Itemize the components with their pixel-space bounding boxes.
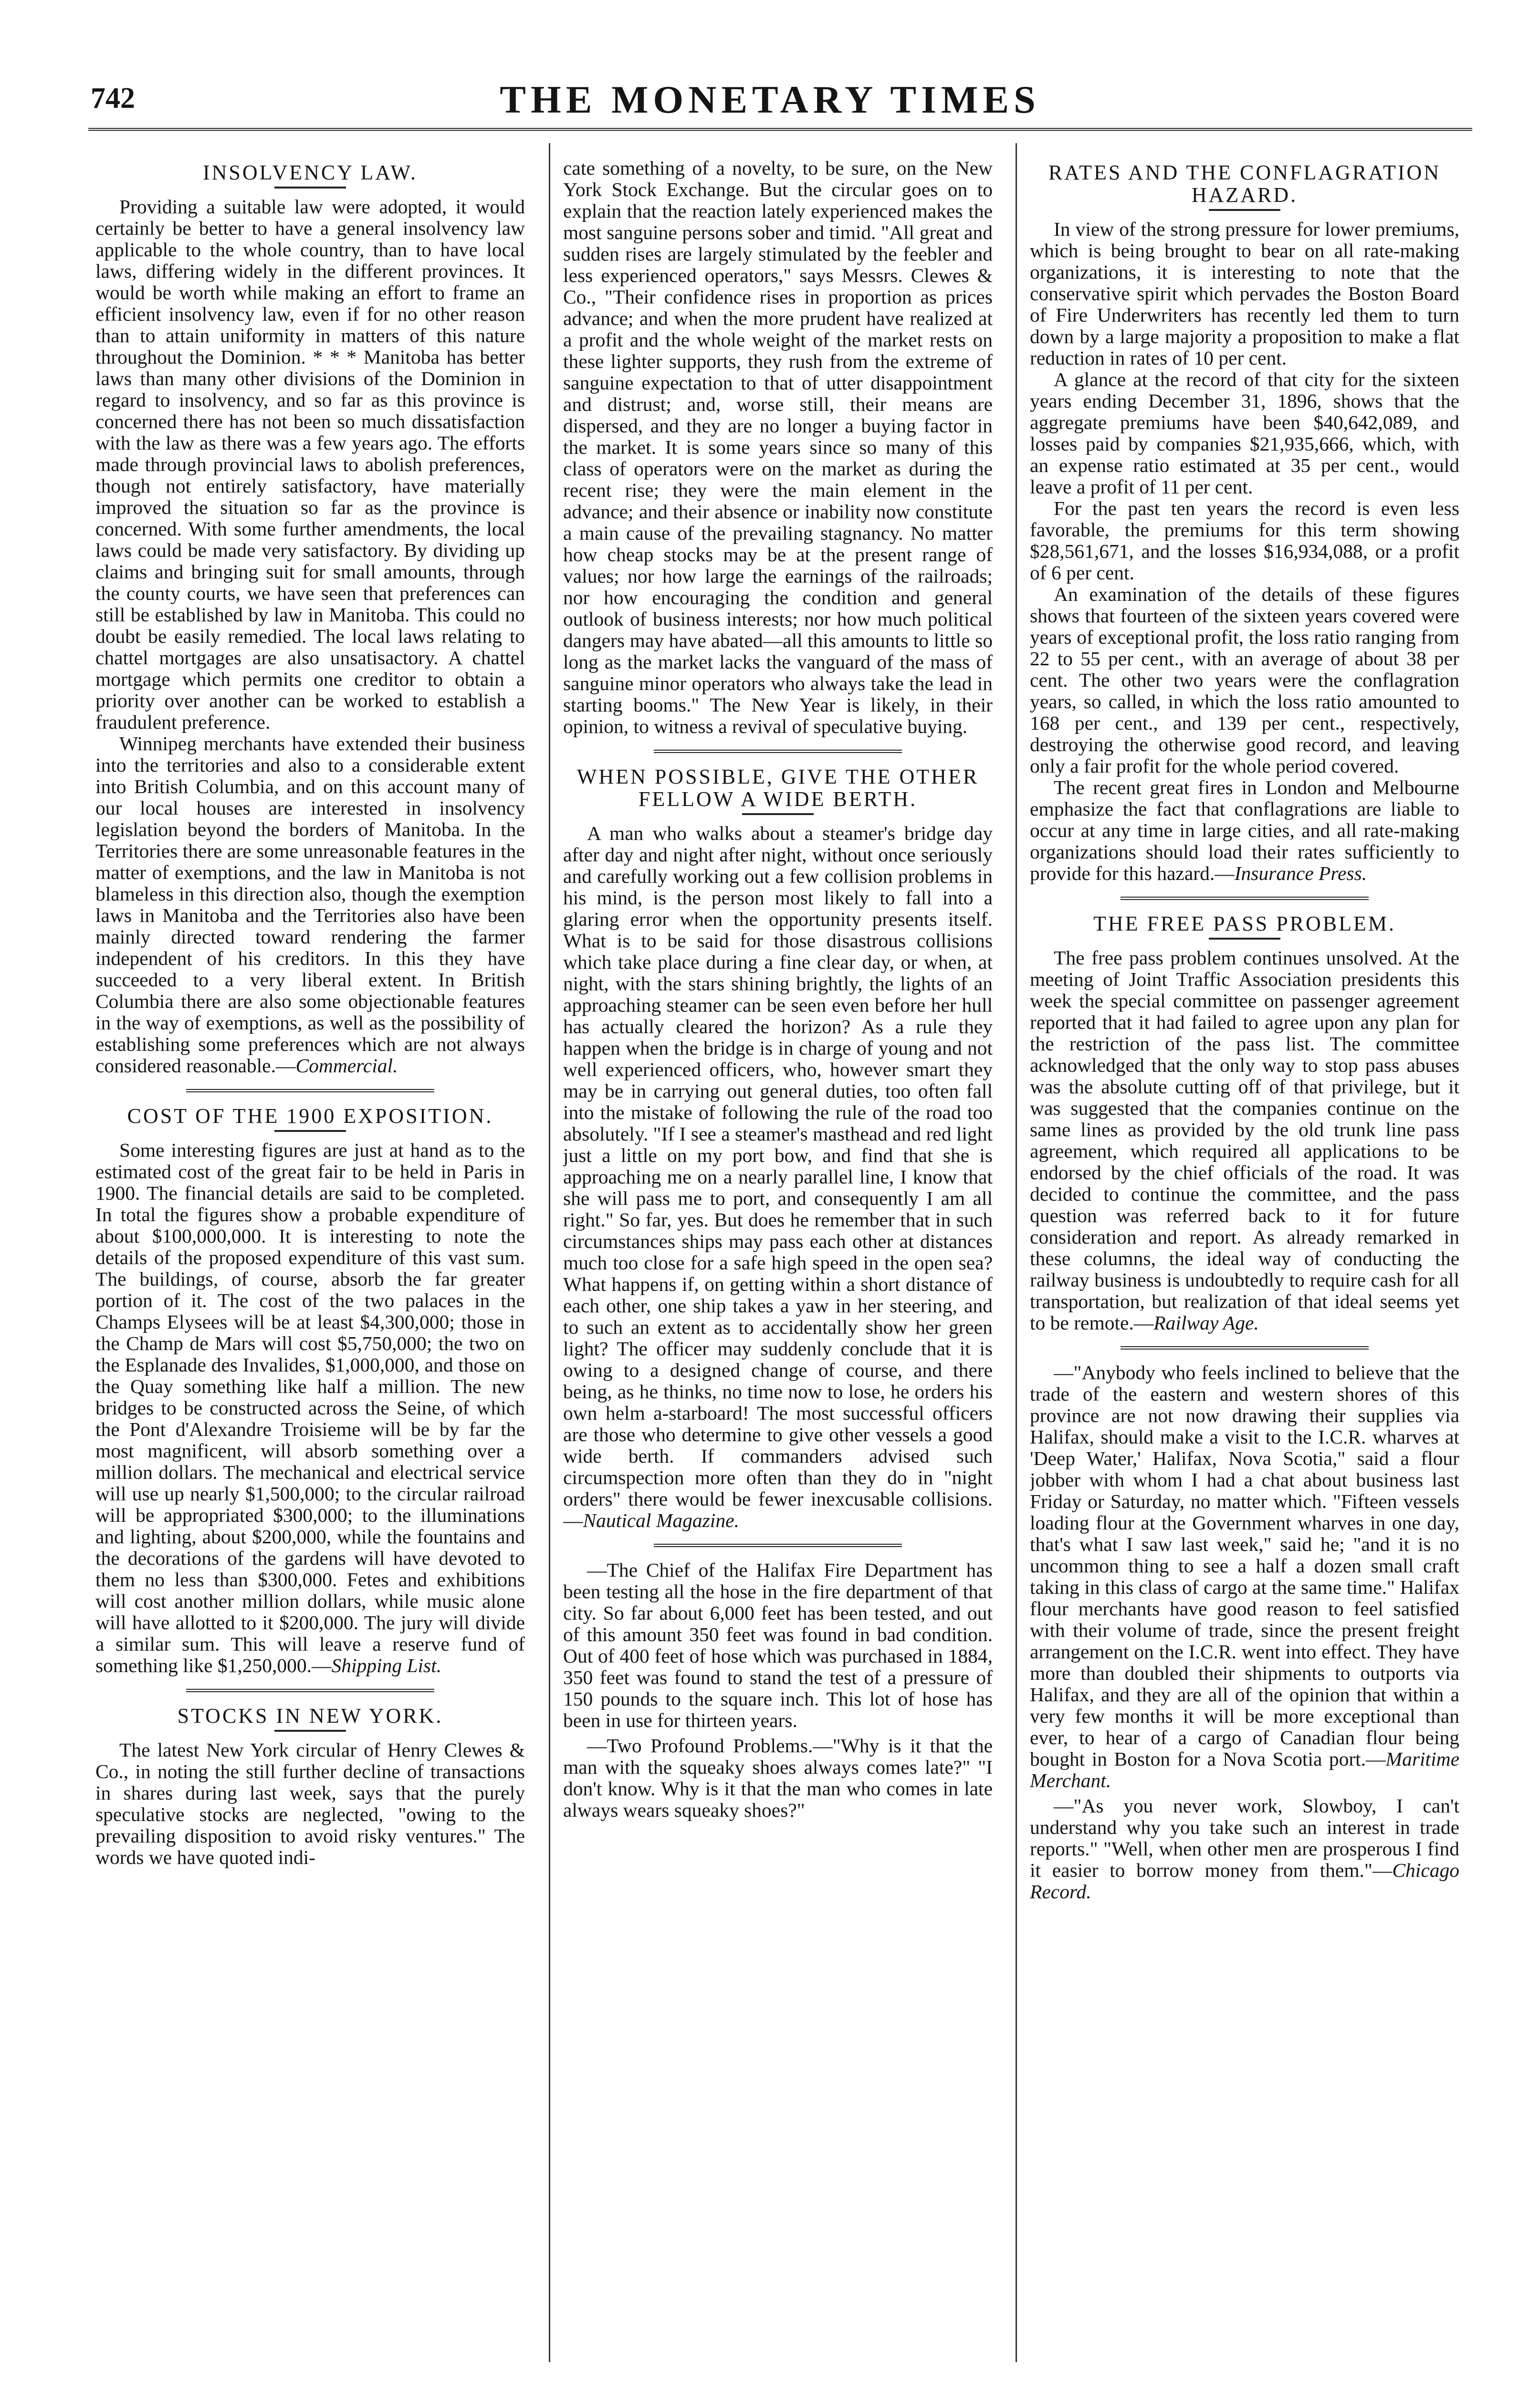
article-stocks-continued xyxy=(563,157,993,737)
paragraph: Winnipeg merchants have extended their business into the territories and also to a considerable extent into British Columbia, and on this account many of our local houses are interested in insolvency legislation beyond the borders of Manitoba. In the Territories there are some unreasonable features in the matter of exemptions, and the law in Manitoba is not blameless in this direction also, though the exemption laws in Manitoba and the Territories also have been mainly directed toward rendering the farmer independent of his creditors. In this they have succeeded to a very liberal extent. In British Columbia there are also some objectionable features in the way of exemptions, as well as the possibility of establishing some preferences which are not always considered reasonable.—Commercial. xyxy=(95,733,525,1077)
item-profound-problems xyxy=(563,1735,993,1821)
article-separator xyxy=(654,1544,902,1547)
paragraph: Some interesting figures are just at hand as to the estimated cost of the great fair to be held in Paris in 1900. The financial details are said to be completed. In total the figures show a probable expenditure of about $100,000,000. It is interesting to note the details of the proposed expenditure of this vast sum. The buildings, of course, absorb the far greater portion of it. The cost of the two palaces in the Champs Elysees will be at least $4,300,000; those in the Champ de Mars will cost $5,750,000; the two on the Esplanade des Invalides, $1,000,000, and those on the Quay something like half a million. The new bridges to be constructed across the Seine, of which the Pont d'Alexandre Troisieme will be by far the most magnificent, will absorb something over a million dollars. The mechanical and electrical service will use up nearly $1,500,000; to the circular railroad will be appropriated $300,000; to the illuminations and lighting, about $200,000, while the fountains and the decorations of the gardens will have devoted to them no less than $300,000. Fetes and exhibitions will cost another million dollars, while music alone will have allotted to it $200,000. The jury will divide a similar sum. This will leave a reserve fund of something like $1,250,000.—Shipping List. xyxy=(95,1139,525,1676)
title-dash xyxy=(274,187,346,188)
article-separator xyxy=(1121,1346,1369,1350)
paragraph: —"As you never work, Slowboy, I can't understand why you take such an interest in trade reports." "Well, when other men are prosperous I find it easier to borrow money from them."—Chicago Record. xyxy=(1030,1795,1459,1903)
article-free-pass-problem xyxy=(1030,912,1459,1334)
item-halifax-flour xyxy=(1030,1362,1459,1791)
title-dash xyxy=(1209,938,1280,940)
article-insolvency-law xyxy=(95,161,525,1077)
column-divider xyxy=(1016,143,1017,2362)
article-separator xyxy=(186,1089,434,1092)
article-conflagration-hazard xyxy=(1030,161,1459,884)
source-credit: Insurance Press. xyxy=(1234,862,1367,884)
paragraph: Providing a suitable law were adopted, it would certainly be better to have a general insolvency law applicable to the whole country, than to have local laws, differing widely in the different provinces. It would be worth while making an effort to frame an efficient insolvency law, even if for no other reason than to attain uniformity in matters of this nature throughout the Dominion. * * * Manitoba has better laws than many other divisions of the Dominion in regard to insolvency, and so far as this province is concerned there has not been so much dissatisfaction with the law as there was a few years ago. The efforts made through provincial laws to abolish preferences, though not entirely satisfactory, have materially improved the situation so far as the province is concerned. With some further amendments, the local laws could be made very satisfactory. By dividing up claims and bringing suit for small amounts, through the county courts, we have seen that preferences can still be established by law in Manitoba. This could no doubt be easily remedied. The local laws relating to chattel mortgages are also unsatisactory. A chattel mortgage which permits one creditor to obtain a priority over another can be worked to establish a fraudulent preference. xyxy=(95,196,525,733)
paragraph: The recent great fires in London and Melbourne emphasize the fact that conflagrations are liable to occur at any time in large cities, and all rate-making organizations should load their rates sufficiently to provide for this hazard.—Insurance Press. xyxy=(1030,776,1459,884)
article-title: STOCKS IN NEW YORK. xyxy=(177,1704,443,1727)
article-separator xyxy=(654,750,902,753)
article-cost-of-exposition xyxy=(95,1105,525,1676)
page-number: 742 xyxy=(91,82,135,115)
column-3 xyxy=(1030,157,1459,1906)
article-title: WHEN POSSIBLE, GIVE THE OTHER FELLOW A WIDE BERTH. xyxy=(576,765,979,811)
article-title: RATES AND THE CONFLAGRATION HAZARD. xyxy=(1048,161,1441,207)
article-stocks-in-new-york xyxy=(95,1705,525,1868)
paragraph: The free pass problem continues unsolved. At the meeting of Joint Traffic Association presidents this week the special committee on passenger agreement reported that it had failed to agree upon any plan for the restriction of the pass list. The committee acknowledged that the only way to stop pass abuses was the absolute cutting off of that privilege, but it was suggested that the companies continue on the same lines as provided by the old trunk line pass agreement, which required all applications to be endorsed by the chief officials of the road. It was decided to continue the committee, and the pass question was referred back to it for future consideration and report. As already remarked in these columns, the ideal way of conducting the railway business is undoubtedly to require cash for all transportation, but realization of that ideal seems yet to be remote.—Railway Age. xyxy=(1030,947,1459,1334)
paragraph: In view of the strong pressure for lower premiums, which is being brought to bear on all rate-making organizations, it is interesting to note that the conservative spirit which pervades the Boston Board of Fire Underwriters has recently led them to turn down by a large majority a proposition to make a flat reduction in rates of 10 per cent. xyxy=(1030,218,1459,369)
paragraph: A man who walks about a steamer's bridge day after day and night after night, without once seriously and carefully working out a few collision problems in his mind, is the person most likely to fall into a glaring error when the opportunity presents itself. What is to be said for those disastrous collisions which take place during a fine clear day, or when, at night, with the stars shining brightly, the lights of an approaching steamer can be seen even before her hull has actually cleared the horizon? As a rule they happen when the bridge is in charge of young and not well experienced officers, who, however smart they may be in carrying out general duties, too often fall into the mistake of following the rule of the road too absolutely. "If I see a steamer's masthead and red light just a little on my port bow, and find that she is approaching me on a nearly parallel line, I know that she will pass me to port, and consequently I am all right." So far, yes. But does he remember that in such circumstances ships may pass each other at distances much too close for a safe high speed in the open sea? What happens if, on getting within a short distance of each other, one ship takes a yaw in her steering, and to such an extent as to accidentally show her green light? The officer may suddenly conclude that it is owing to a designed change of course, and there being, as he thinks, no time now to lose, he orders his own helm a-starboard! The most successful officers are those who determine to give other vessels a good wide berth. If commanders advised such circumspection more often than they do in "night orders" there would be fewer inexcusable collisions.—Nautical Magazine. xyxy=(563,822,993,1531)
title-dash xyxy=(1209,209,1280,211)
source-credit: Chicago Record. xyxy=(1030,1859,1459,1903)
item-slowboy xyxy=(1030,1795,1459,1903)
paragraph: For the past ten years the record is even less favorable, the premiums for this term showing $28,561,671, and the losses $16,934,088, or a profit of 6 per cent. xyxy=(1030,497,1459,584)
article-separator xyxy=(1121,897,1369,900)
paragraph: A glance at the record of that city for the sixteen years ending December 31, 1896, shows that the aggregate premiums have been $40,642,089, and losses paid by companies $21,935,666, which, with an expense ratio estimated at 35 per cent., would leave a profit of 11 per cent. xyxy=(1030,368,1459,498)
column-1 xyxy=(95,157,525,1872)
source-credit: Railway Age. xyxy=(1153,1312,1259,1334)
item-halifax-fire-hose xyxy=(563,1559,993,1731)
article-separator xyxy=(186,1689,434,1692)
header-rule xyxy=(88,128,1472,131)
source-credit: Commercial. xyxy=(295,1055,398,1077)
source-credit: Nautical Magazine. xyxy=(583,1509,739,1531)
article-wide-berth xyxy=(563,765,993,1531)
title-dash xyxy=(274,1730,346,1732)
title-dash xyxy=(742,813,814,815)
source-credit: Maritime Merchant. xyxy=(1030,1748,1459,1791)
column-divider xyxy=(549,143,550,2362)
paragraph: The latest New York circular of Henry Clewes & Co., in noting the still further decline of transactions in shares during last week, says that the purely speculative stocks are neglected, "owing to the prevailing disposition to avoid risky ventures." The words we have quoted indi- xyxy=(95,1739,525,1868)
paragraph: —The Chief of the Halifax Fire Department has been testing all the hose in the fire department of that city. So far about 6,000 feet has been tested, and out of this amount 350 feet was found in bad condition. Out of 400 feet of hose which was purchased in 1884, 350 feet was found to stand the test of a pressure of 150 pounds to the square inch. This lot of hose has been in use for thirteen years. xyxy=(563,1559,993,1731)
source-credit: Shipping List. xyxy=(331,1654,442,1676)
masthead: THE MONETARY TIMES xyxy=(500,78,1040,121)
paragraph: cate something of a novelty, to be sure, on the New York Stock Exchange. But the circular goes on to explain that the reaction lately experienced makes the most sanguine persons sober and timid. "All great and sudden rises are largely stimulated by the feebler and less experienced operators," says Messrs. Clewes & Co., "Their confidence rises in proportion as prices advance; and when the more prudent have realized at a profit and the whole weight of the market rests on these lighter supports, they rush from the extreme of sanguine expectation to that of utter disappointment and distrust; and, worse still, their means are dispersed, and they are no longer a buying factor in the market. It is some years since so many of this class of operators were on the market as during the recent rise; they were the main element in the advance; and their absence or inability now constitute a main cause of the prevailing stagnancy. No matter how cheap stocks may be at the present range of values; nor how large the earnings of the railroads; nor how encouraging the condition and general outlook of business interests; nor how much political dangers may have abated—all this amounts to little so long as the market lacks the vanguard of the mass of sanguine minor operators who always take the lead in starting booms." The New Year is likely, in their opinion, to witness a revival of speculative buying. xyxy=(563,157,993,737)
title-dash xyxy=(274,1130,346,1132)
paragraph: —"Anybody who feels inclined to believe that the trade of the eastern and western shores of this province are not now drawing their supplies via Halifax, should make a visit to the I.C.R. wharves at 'Deep Water,' Halifax, Nova Scotia," said a flour jobber with whom I had a chat about business last Friday or Saturday, no matter which. "Fifteen vessels loading flour at the Government wharves in one day, that's what I saw last week," said he; "and it is no uncommon thing to see a half a dozen small craft taking in this class of cargo at the same time." Halifax flour merchants have good reason to feel satisfied with their volume of trade, since the present freight arrangement on the I.C.R. went into effect. They have more than doubled their shipments to outports via Halifax, and they are all of the opinion that within a very few months it will be more exceptional than ever, to hear of a cargo of Canadian flour being bought in Boston for a Nova Scotia port.—Maritime Merchant. xyxy=(1030,1361,1459,1791)
article-title: INSOLVENCY LAW. xyxy=(202,161,418,184)
article-title: COST OF THE 1900 EXPOSITION. xyxy=(127,1104,493,1128)
paragraph: —Two Profound Problems.—"Why is it that the man with the squeaky shoes always comes late?" "I don't know. Why is it that the man who comes in late always wears squeaky shoes?" xyxy=(563,1735,993,1821)
article-title: THE FREE PASS PROBLEM. xyxy=(1093,912,1396,935)
paragraph: An examination of the details of these figures shows that fourteen of the sixteen years covered were years of exceptional profit, the loss ratio ranging from 22 to 55 per cent., with an average of about 38 per cent. The other two years were the conflagration years, so called, in which the loss ratio amounted to 168 per cent., and 139 per cent., respectively, destroying the otherwise good record, and leaving only a fair profit for the whole period covered. xyxy=(1030,583,1459,777)
column-2 xyxy=(563,157,993,1825)
